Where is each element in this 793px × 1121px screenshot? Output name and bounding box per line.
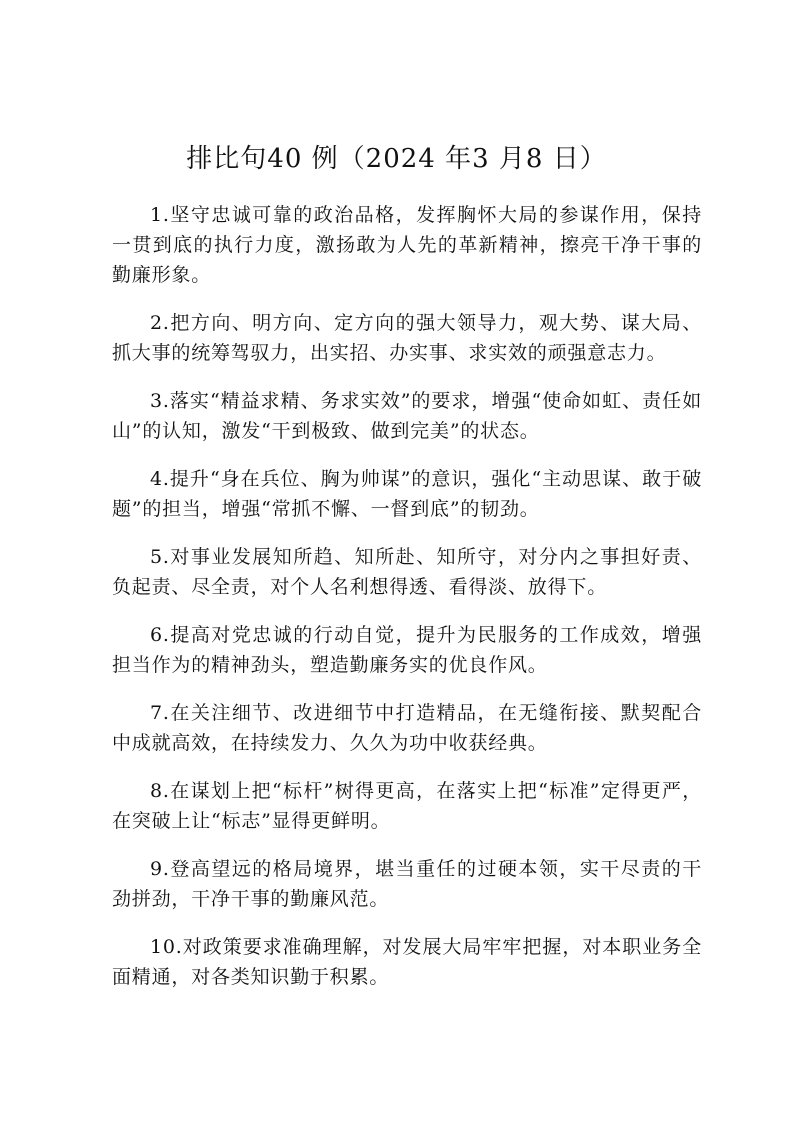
paragraph-1: 1.坚守忠诚可靠的政治品格，发挥胸怀大局的参谋作用，保持一贯到底的执行力度，激扬敢为人先的革新精神，擦亮干净干事的勤廉形象。 <box>112 204 702 286</box>
paragraph-8: 8.在谋划上把“标杆”树得更高，在落实上把“标准”定得更严，在突破上让“标志”显得更鲜明。 <box>112 780 702 832</box>
page-title: 排比句40 例（2024 年3 月8 日） <box>186 144 607 174</box>
paragraph-5: 5.对事业发展知所趋、知所赴、知所守，对分内之事担好责、负起责、尽全责，对个人名利想得透、看得淡、放得下。 <box>112 546 702 598</box>
paragraph-4: 4.提升“身在兵位、胸为帅谋”的意识，强化“主动思谋、敢于破题”的担当，增强“常抓不懈、一督到底”的韧劲。 <box>112 468 702 520</box>
paragraph-6: 6.提高对党忠诚的行动自觉，提升为民服务的工作成效，增强担当作为的精神劲头，塑造勤廉务实的优良作风。 <box>112 624 702 676</box>
paragraph-7: 7.在关注细节、改进细节中打造精品，在无缝衔接、默契配合中成就高效，在持续发力、久久为功中收获经典。 <box>112 702 702 754</box>
paragraph-3: 3.落实“精益求精、务求实效”的要求，增强“使命如虹、责任如山”的认知，激发“干到极致、做到完美”的状态。 <box>112 390 702 442</box>
paragraph-9: 9.登高望远的格局境界，堪当重任的过硬本领，实干尽责的干劲拼劲，干净干事的勤廉风范。 <box>112 858 702 910</box>
paragraph-2: 2.把方向、明方向、定方向的强大领导力，观大势、谋大局、抓大事的统筹驾驭力，出实招、办实事、求实效的顽强意志力。 <box>112 312 702 364</box>
document-body <box>112 200 702 1010</box>
paragraph-10: 10.对政策要求准确理解，对发展大局牢牢把握，对本职业务全面精通，对各类知识勤于积累。 <box>112 936 702 988</box>
